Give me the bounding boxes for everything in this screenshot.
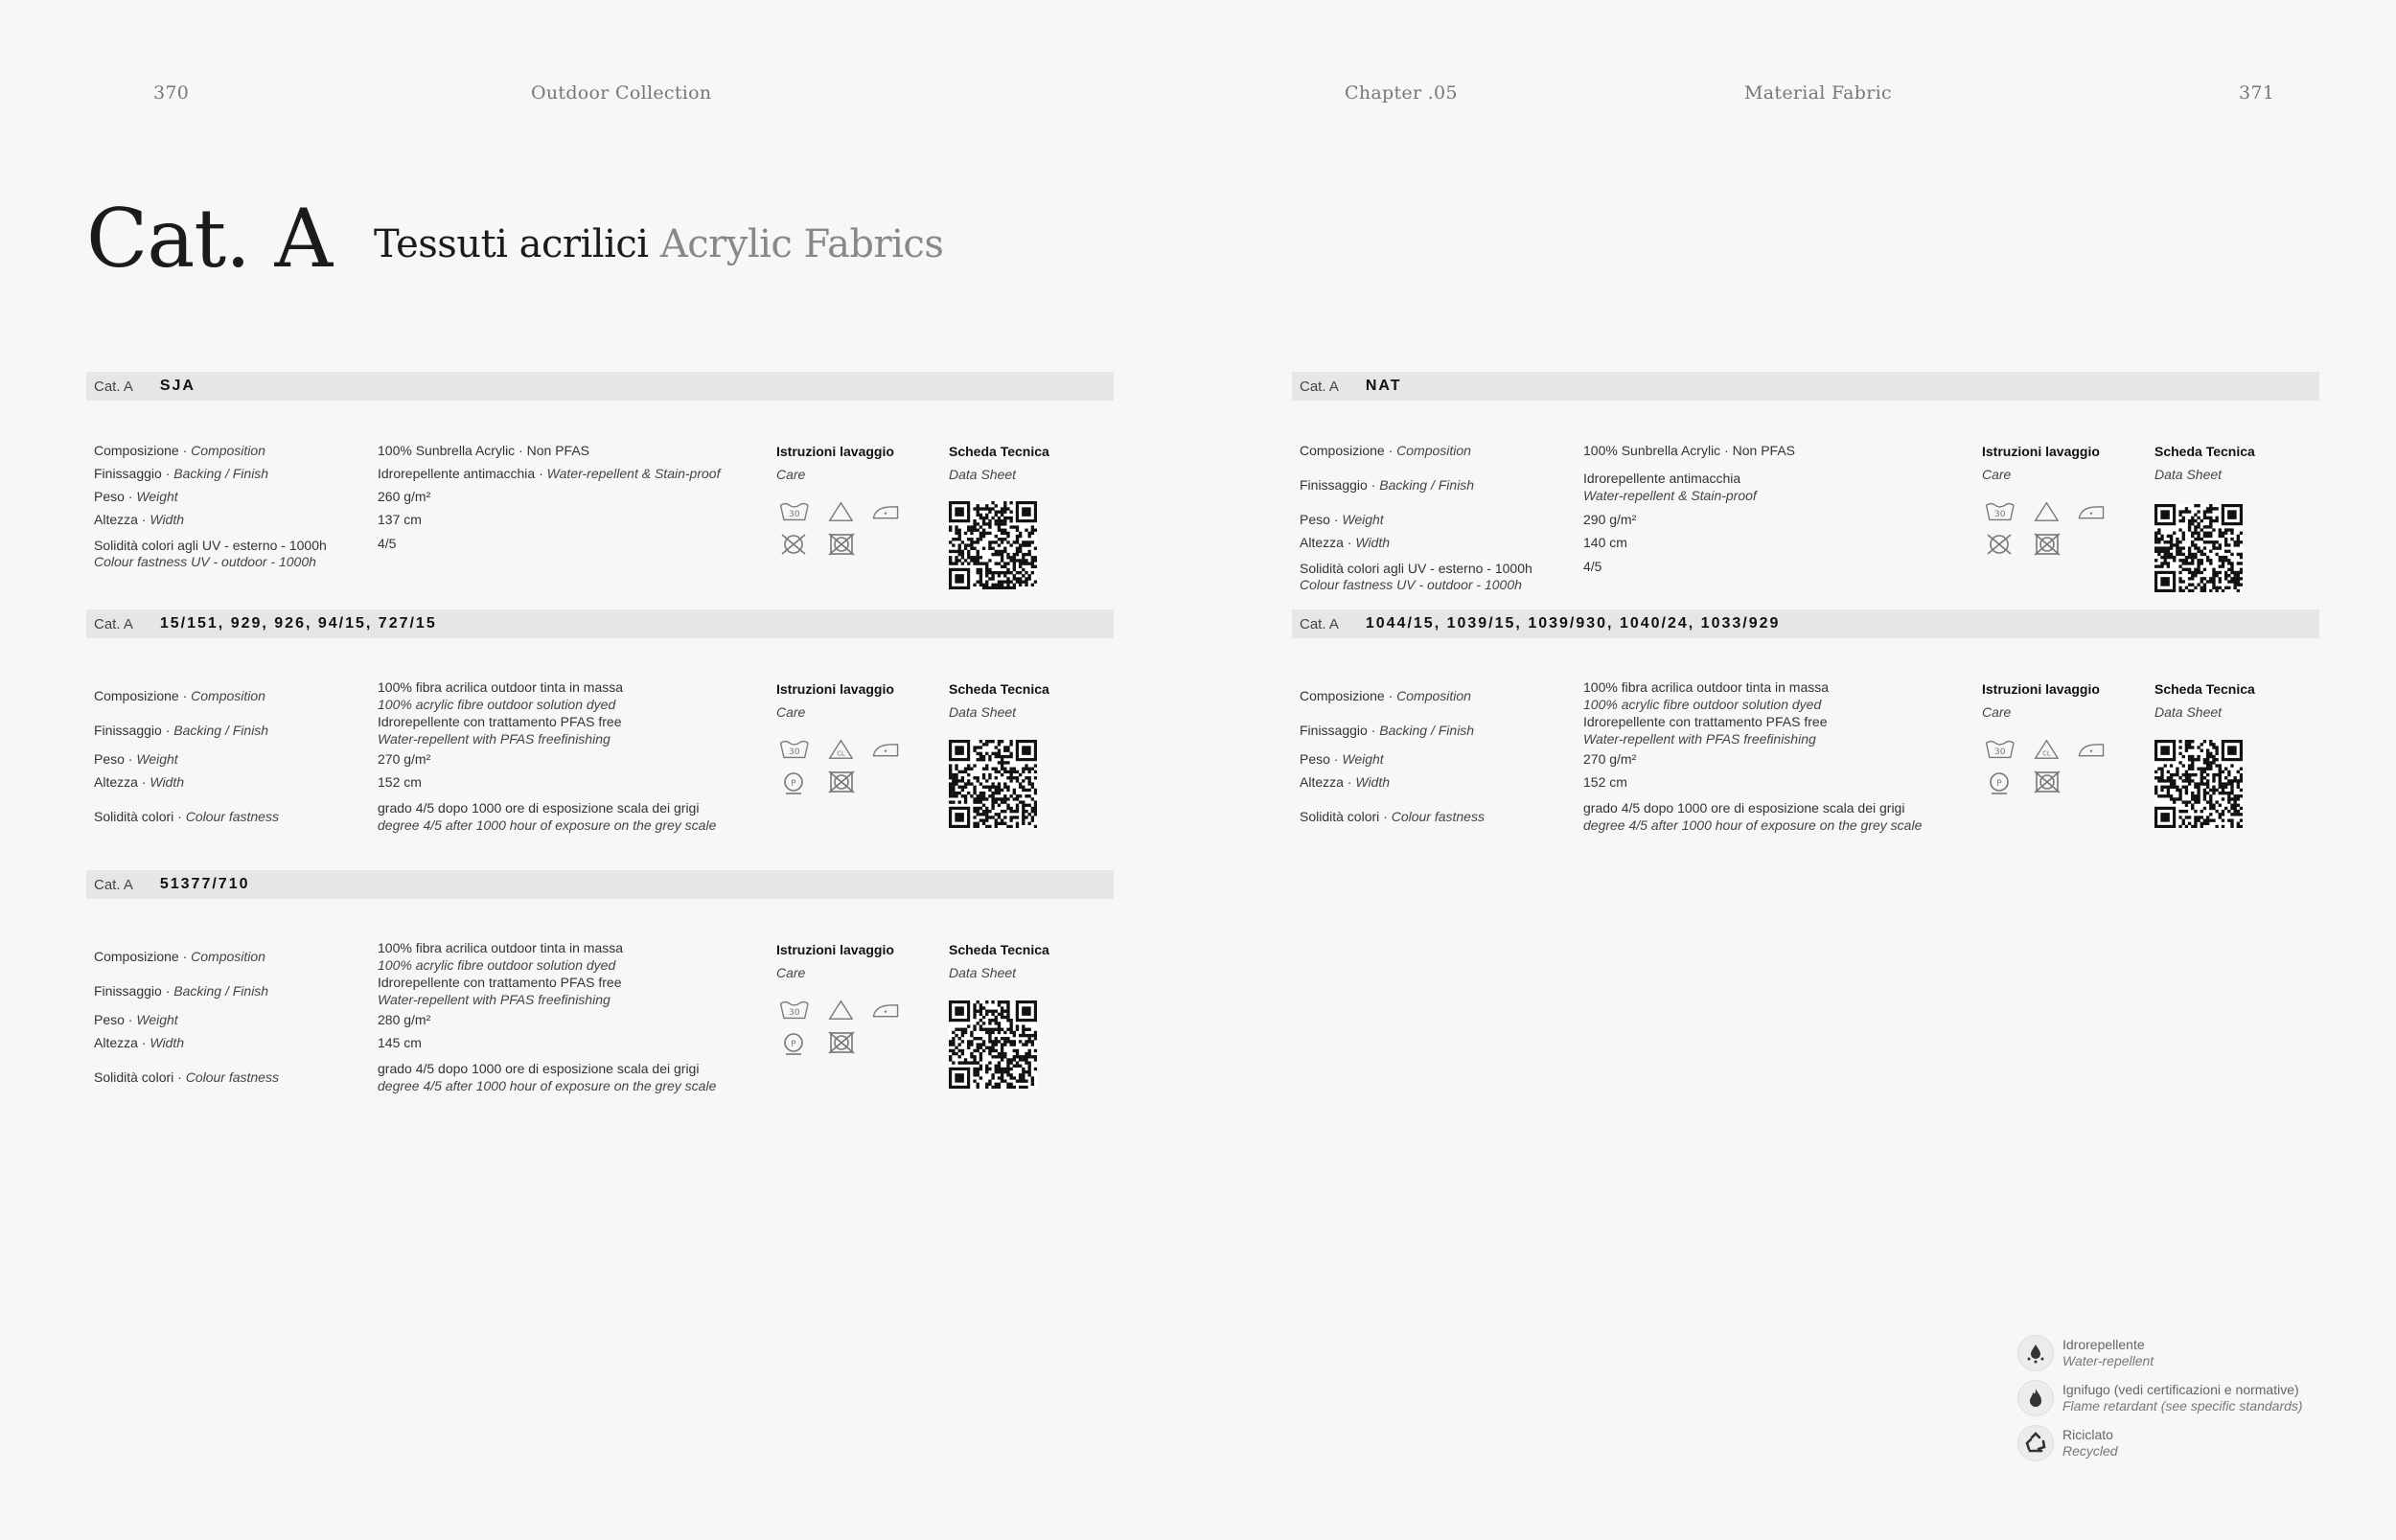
no-tumble-dry-icon	[1984, 531, 2015, 558]
legend-item-water-repellent	[2062, 1337, 2154, 1369]
width-label: Altezza · Width	[1300, 774, 1391, 790]
composition-value: 100% Sunbrella Acrylic · Non PFAS	[1583, 443, 1795, 458]
data-sheet-heading: Scheda Tecnica	[949, 942, 1049, 957]
fabric-code: 15/151, 929, 926, 94/15, 727/15	[159, 615, 437, 632]
flame-icon	[2017, 1380, 2054, 1416]
care-heading: Istruzioni lavaggio	[1982, 681, 2100, 697]
composition-value: 100% fibra acrilica outdoor tinta in massa 100% acrylic fibre outdoor solution dyed	[378, 940, 624, 973]
dry-clean-p-icon	[1984, 769, 2015, 795]
fabric-block-sja	[86, 372, 1114, 569]
legend-item-recycled	[2062, 1427, 2118, 1460]
colour-fastness-value: grado 4/5 dopo 1000 ore di esposizione scala dei grigi degree 4/5 after 1000 hour of exposure on the grey scale	[1583, 800, 1923, 833]
data-sheet-subheading: Data Sheet	[949, 965, 1017, 980]
fabric-code: 51377/710	[159, 876, 250, 892]
legend-label-it: Ignifugo (vedi certificazioni e normative)	[2062, 1382, 2299, 1397]
width-label: Altezza · Width	[1300, 535, 1391, 550]
weight-label: Peso · Weight	[1300, 751, 1384, 767]
uv-fastness-value: 4/5	[1583, 559, 1602, 574]
care-heading: Istruzioni lavaggio	[1982, 444, 2100, 459]
fabric-block-1044-15	[1292, 609, 2319, 833]
colour-fastness-value: grado 4/5 dopo 1000 ore di esposizione scala dei grigi degree 4/5 after 1000 hour of exposure on the grey scale	[378, 800, 717, 833]
iron-icon	[870, 498, 903, 525]
page-number-left: 370	[153, 82, 190, 103]
wash-30-icon	[1984, 498, 2016, 525]
composition-value: 100% fibra acrilica outdoor tinta in massa 100% acrylic fibre outdoor solution dyed	[378, 679, 624, 712]
uv-fastness-label: Solidità colori agli UV - esterno - 1000h Colour fastness UV - outdoor - 1000h	[94, 538, 327, 569]
page-number-right: 371	[2239, 82, 2275, 103]
finish-label: Finissaggio · Backing / Finish	[1300, 723, 1475, 738]
weight-value: 290 g/m²	[1583, 512, 1637, 527]
chapter-label: Chapter .05	[1345, 82, 1458, 103]
composition-value: 100% fibra acrilica outdoor tinta in massa 100% acrylic fibre outdoor solution dyed	[1583, 679, 1830, 712]
wash-30-icon	[778, 498, 811, 525]
no-dryer-icon	[2032, 769, 2062, 795]
category-label: Cat. A	[94, 378, 133, 395]
qr-code[interactable]	[949, 501, 1037, 589]
no-dryer-icon	[826, 1029, 857, 1056]
weight-value: 260 g/m²	[378, 489, 431, 504]
composition-label: Composizione · Composition	[94, 949, 265, 964]
category-label: Cat. A	[94, 876, 133, 893]
svg-text:P: P	[791, 779, 796, 789]
composition-label: Composizione · Composition	[1300, 688, 1471, 703]
fabric-header-bar	[1292, 372, 2319, 401]
care-icons	[778, 736, 912, 795]
wash-30-icon	[778, 736, 811, 763]
composition-label: Composizione · Composition	[94, 688, 265, 703]
water-drop-icon	[2017, 1335, 2054, 1371]
category-label: Cat. A	[1300, 615, 1339, 632]
composition-label: Composizione · Composition	[1300, 443, 1471, 458]
fabric-header-bar	[86, 870, 1114, 899]
care-heading: Istruzioni lavaggio	[776, 681, 894, 697]
no-dryer-icon	[826, 531, 857, 558]
uv-fastness-value: 4/5	[378, 536, 397, 551]
svg-text:30: 30	[1993, 509, 2006, 520]
section-title-right: Material Fabric	[1744, 82, 1892, 103]
fabric-header-bar	[86, 372, 1114, 401]
dry-clean-p-icon	[778, 1029, 809, 1056]
svg-text:30: 30	[788, 509, 800, 520]
data-sheet-subheading: Data Sheet	[2154, 704, 2223, 720]
care-icons	[1984, 498, 2118, 558]
composition-value: 100% Sunbrella Acrylic · Non PFAS	[378, 443, 589, 458]
data-sheet-subheading: Data Sheet	[949, 704, 1017, 720]
wash-30-icon	[1984, 736, 2016, 763]
svg-text:30: 30	[1993, 747, 2006, 758]
care-subheading: Care	[776, 467, 806, 482]
svg-text:CL: CL	[836, 749, 845, 758]
width-label: Altezza · Width	[94, 774, 185, 790]
qr-code[interactable]	[949, 740, 1037, 828]
weight-label: Peso · Weight	[1300, 512, 1384, 527]
svg-text:P: P	[791, 1040, 796, 1049]
colour-fastness-label: Solidità colori · Colour fastness	[94, 1069, 279, 1085]
section-title-left: Outdoor Collection	[531, 82, 712, 103]
data-sheet-heading: Scheda Tecnica	[949, 444, 1049, 459]
legend-label-en: Recycled	[2062, 1443, 2118, 1459]
width-label: Altezza · Width	[94, 512, 185, 527]
recycle-icon	[2017, 1425, 2054, 1461]
bleach-triangle-icon	[2034, 498, 2060, 525]
weight-value: 280 g/m²	[378, 1012, 431, 1027]
data-sheet-heading: Scheda Tecnica	[2154, 444, 2255, 459]
width-value: 152 cm	[1583, 774, 1627, 790]
fabric-block-15-151	[86, 609, 1114, 833]
svg-text:30: 30	[788, 747, 800, 758]
qr-code[interactable]	[949, 1000, 1037, 1089]
legend-item-flame-retardant	[2062, 1382, 2303, 1414]
legend-label-en: Flame retardant (see specific standards)	[2062, 1398, 2303, 1414]
iron-icon	[870, 997, 903, 1023]
care-icons	[1984, 736, 2118, 795]
fabric-header-bar	[86, 609, 1114, 638]
data-sheet-subheading: Data Sheet	[2154, 467, 2223, 482]
fabric-block-51377-710	[86, 870, 1114, 1093]
wash-30-icon	[778, 997, 811, 1023]
iron-icon	[2076, 736, 2108, 763]
colour-fastness-label: Solidità colori · Colour fastness	[94, 809, 279, 824]
no-tumble-dry-icon	[778, 531, 809, 558]
category-label: Cat. A	[1300, 378, 1339, 395]
data-sheet-heading: Scheda Tecnica	[2154, 681, 2255, 697]
qr-code[interactable]	[2154, 504, 2243, 592]
legend-label-en: Water-repellent	[2062, 1353, 2154, 1368]
finish-value: Idrorepellente con trattamento PFAS free Water-repellent with PFAS freefinishing	[378, 975, 622, 1007]
width-value: 140 cm	[1583, 535, 1627, 550]
svg-text:P: P	[1996, 779, 2002, 789]
finish-label: Finissaggio · Backing / Finish	[94, 466, 269, 481]
finish-label: Finissaggio · Backing / Finish	[1300, 477, 1475, 493]
data-sheet-heading: Scheda Tecnica	[949, 681, 1049, 697]
care-icons	[778, 498, 912, 558]
weight-label: Peso · Weight	[94, 489, 178, 504]
care-subheading: Care	[776, 965, 806, 980]
colour-fastness-label: Solidità colori · Colour fastness	[1300, 809, 1485, 824]
legend-label-it: Riciclato	[2062, 1427, 2113, 1442]
fabric-block-nat	[1292, 372, 2319, 592]
bleach-triangle-icon	[828, 498, 854, 525]
finish-label: Finissaggio · Backing / Finish	[94, 983, 269, 999]
category-subtitle	[374, 222, 943, 266]
legend-label-it: Idrorepellente	[2062, 1337, 2145, 1352]
bleach-triangle-icon	[828, 997, 854, 1023]
fabric-code: NAT	[1365, 378, 1402, 394]
weight-value: 270 g/m²	[378, 751, 431, 767]
finish-value: Idrorepellente antimacchia · Water-repellent & Stain-proof	[378, 466, 721, 481]
care-icons	[778, 997, 912, 1056]
qr-code[interactable]	[2154, 740, 2243, 828]
no-dryer-icon	[826, 769, 857, 795]
care-subheading: Care	[1982, 467, 2012, 482]
data-sheet-subheading: Data Sheet	[949, 467, 1017, 482]
iron-icon	[870, 736, 903, 763]
svg-text:30: 30	[788, 1007, 800, 1019]
fabric-header-bar	[1292, 609, 2319, 638]
composition-label: Composizione · Composition	[94, 443, 265, 458]
subtitle-english: Acrylic Fabrics	[659, 222, 944, 266]
weight-value: 270 g/m²	[1583, 751, 1637, 767]
width-value: 152 cm	[378, 774, 422, 790]
weight-label: Peso · Weight	[94, 1012, 178, 1027]
finish-value: Idrorepellente con trattamento PFAS free Water-repellent with PFAS freefinishing	[1583, 714, 1828, 747]
care-subheading: Care	[1982, 704, 2012, 720]
width-value: 137 cm	[378, 512, 422, 527]
svg-text:CL: CL	[2041, 749, 2051, 758]
fabric-code: 1044/15, 1039/15, 1039/930, 1040/24, 1033/929	[1365, 615, 1781, 632]
care-heading: Istruzioni lavaggio	[776, 444, 894, 459]
subtitle-italian: Tessuti acrilici	[374, 222, 649, 266]
bleach-cl-icon	[2034, 736, 2060, 763]
no-dryer-icon	[2032, 531, 2062, 558]
bleach-cl-icon	[828, 736, 854, 763]
category-title: Cat. A	[86, 192, 333, 286]
category-label: Cat. A	[94, 615, 133, 632]
finish-value: Idrorepellente antimacchia Water-repellent & Stain-proof	[1583, 471, 1757, 503]
iron-icon	[2076, 498, 2108, 525]
finish-label: Finissaggio · Backing / Finish	[94, 723, 269, 738]
weight-label: Peso · Weight	[94, 751, 178, 767]
width-value: 145 cm	[378, 1035, 422, 1050]
colour-fastness-value: grado 4/5 dopo 1000 ore di esposizione scala dei grigi degree 4/5 after 1000 hour of exposure on the grey scale	[378, 1061, 717, 1093]
width-label: Altezza · Width	[94, 1035, 185, 1050]
finish-value: Idrorepellente con trattamento PFAS free Water-repellent with PFAS freefinishing	[378, 714, 622, 747]
fabric-code: SJA	[159, 378, 196, 394]
dry-clean-p-icon	[778, 769, 809, 795]
care-heading: Istruzioni lavaggio	[776, 942, 894, 957]
care-subheading: Care	[776, 704, 806, 720]
uv-fastness-label: Solidità colori agli UV - esterno - 1000h Colour fastness UV - outdoor - 1000h	[1300, 561, 1532, 592]
